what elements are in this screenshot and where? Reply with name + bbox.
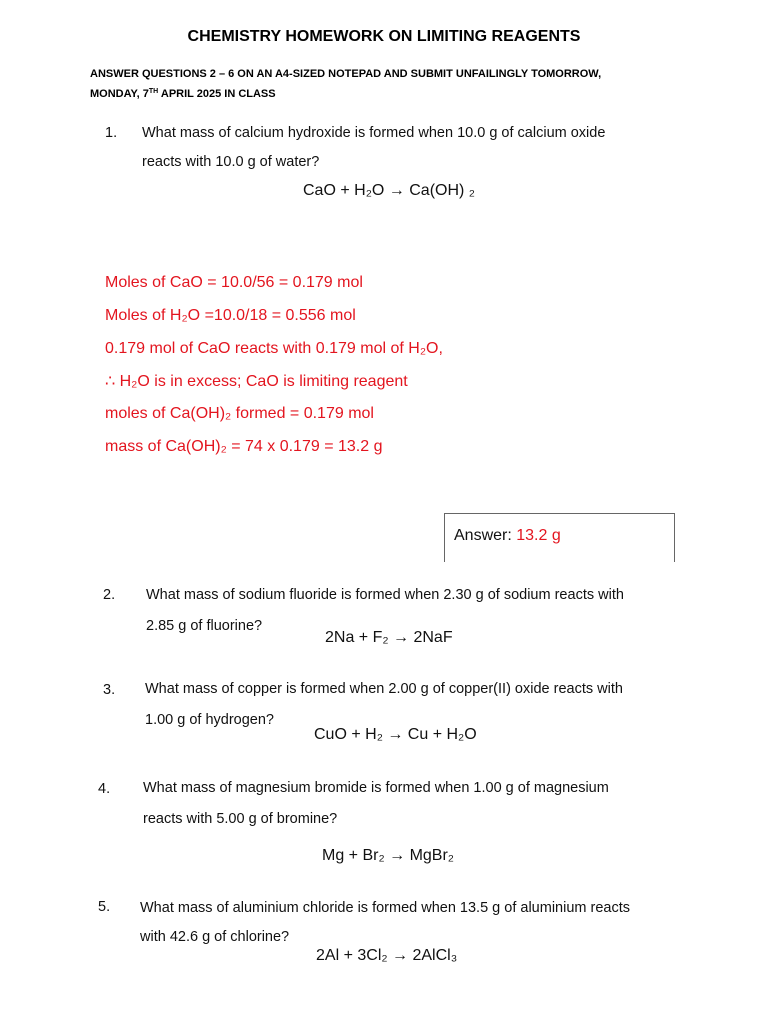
question-text-line-1: What mass of magnesium bromide is formed when 1.00 g of magnesium	[143, 780, 609, 796]
answer-value: 13.2 g	[516, 527, 561, 544]
question-number: 4.	[98, 781, 111, 797]
question-equation: CuO + H₂ → Cu + H₂O	[314, 726, 477, 743]
question-number: 1.	[105, 125, 118, 141]
answer-label: Answer:	[454, 527, 517, 544]
instructions-line-2	[90, 87, 276, 101]
question-text-line-1: What mass of sodium fluoride is formed when 2.30 g of sodium reacts with	[146, 587, 624, 603]
question-text-line-2: reacts with 5.00 g of bromine?	[143, 811, 338, 827]
question-text-line-2: 2.85 g of fluorine?	[146, 618, 263, 634]
instructions-ordinal-suffix: TH	[148, 88, 159, 95]
question-number: 2.	[103, 587, 116, 603]
question-equation: 2Na + F₂ → 2NaF	[325, 629, 453, 646]
instructions-date-rest: APRIL 2025 IN CLASS	[158, 88, 276, 100]
page-title: CHEMISTRY HOMEWORK ON LIMITING REAGENTS	[187, 28, 581, 45]
question-text-line-1: What mass of copper is formed when 2.00 g of copper(II) oxide reacts with	[145, 681, 623, 697]
solution-line: mass of Ca(OH)₂ = 74 x 0.179 = 13.2 g	[105, 438, 383, 455]
question-text-line-1: What mass of aluminium chloride is formed when 13.5 g of aluminium reacts	[140, 900, 630, 916]
instructions-date-text: MONDAY, 7	[90, 88, 149, 100]
solution-line: moles of Ca(OH)₂ formed = 0.179 mol	[105, 405, 374, 422]
answer-line	[454, 526, 561, 546]
question-equation: CaO + H₂O → Ca(OH) ₂	[303, 182, 475, 199]
question-number: 3.	[103, 682, 116, 698]
solution-line: ∴ H₂O is in excess; CaO is limiting reagent	[105, 373, 408, 390]
solution-line: Moles of H₂O =10.0/18 = 0.556 mol	[105, 307, 356, 324]
question-text-line-2: reacts with 10.0 g of water?	[142, 154, 320, 170]
instructions-line-1: ANSWER QUESTIONS 2 – 6 ON AN A4-SIZED NOTEPAD AND SUBMIT UNFAILINGLY TOMORROW,	[90, 68, 602, 80]
solution-line: Moles of CaO = 10.0/56 = 0.179 mol	[105, 274, 363, 291]
question-number: 5.	[98, 899, 111, 915]
question-text-line-2: 1.00 g of hydrogen?	[145, 712, 274, 728]
question-text-line-2: with 42.6 g of chlorine?	[140, 929, 290, 945]
question-equation: 2Al + 3Cl₂ → 2AlCl₃	[316, 947, 458, 964]
answer-box	[444, 513, 675, 562]
question-text-line-1: What mass of calcium hydroxide is formed when 10.0 g of calcium oxide	[142, 125, 606, 141]
question-equation: Mg + Br₂ → MgBr₂	[322, 847, 454, 864]
solution-line: 0.179 mol of CaO reacts with 0.179 mol of H₂O,	[105, 340, 443, 357]
